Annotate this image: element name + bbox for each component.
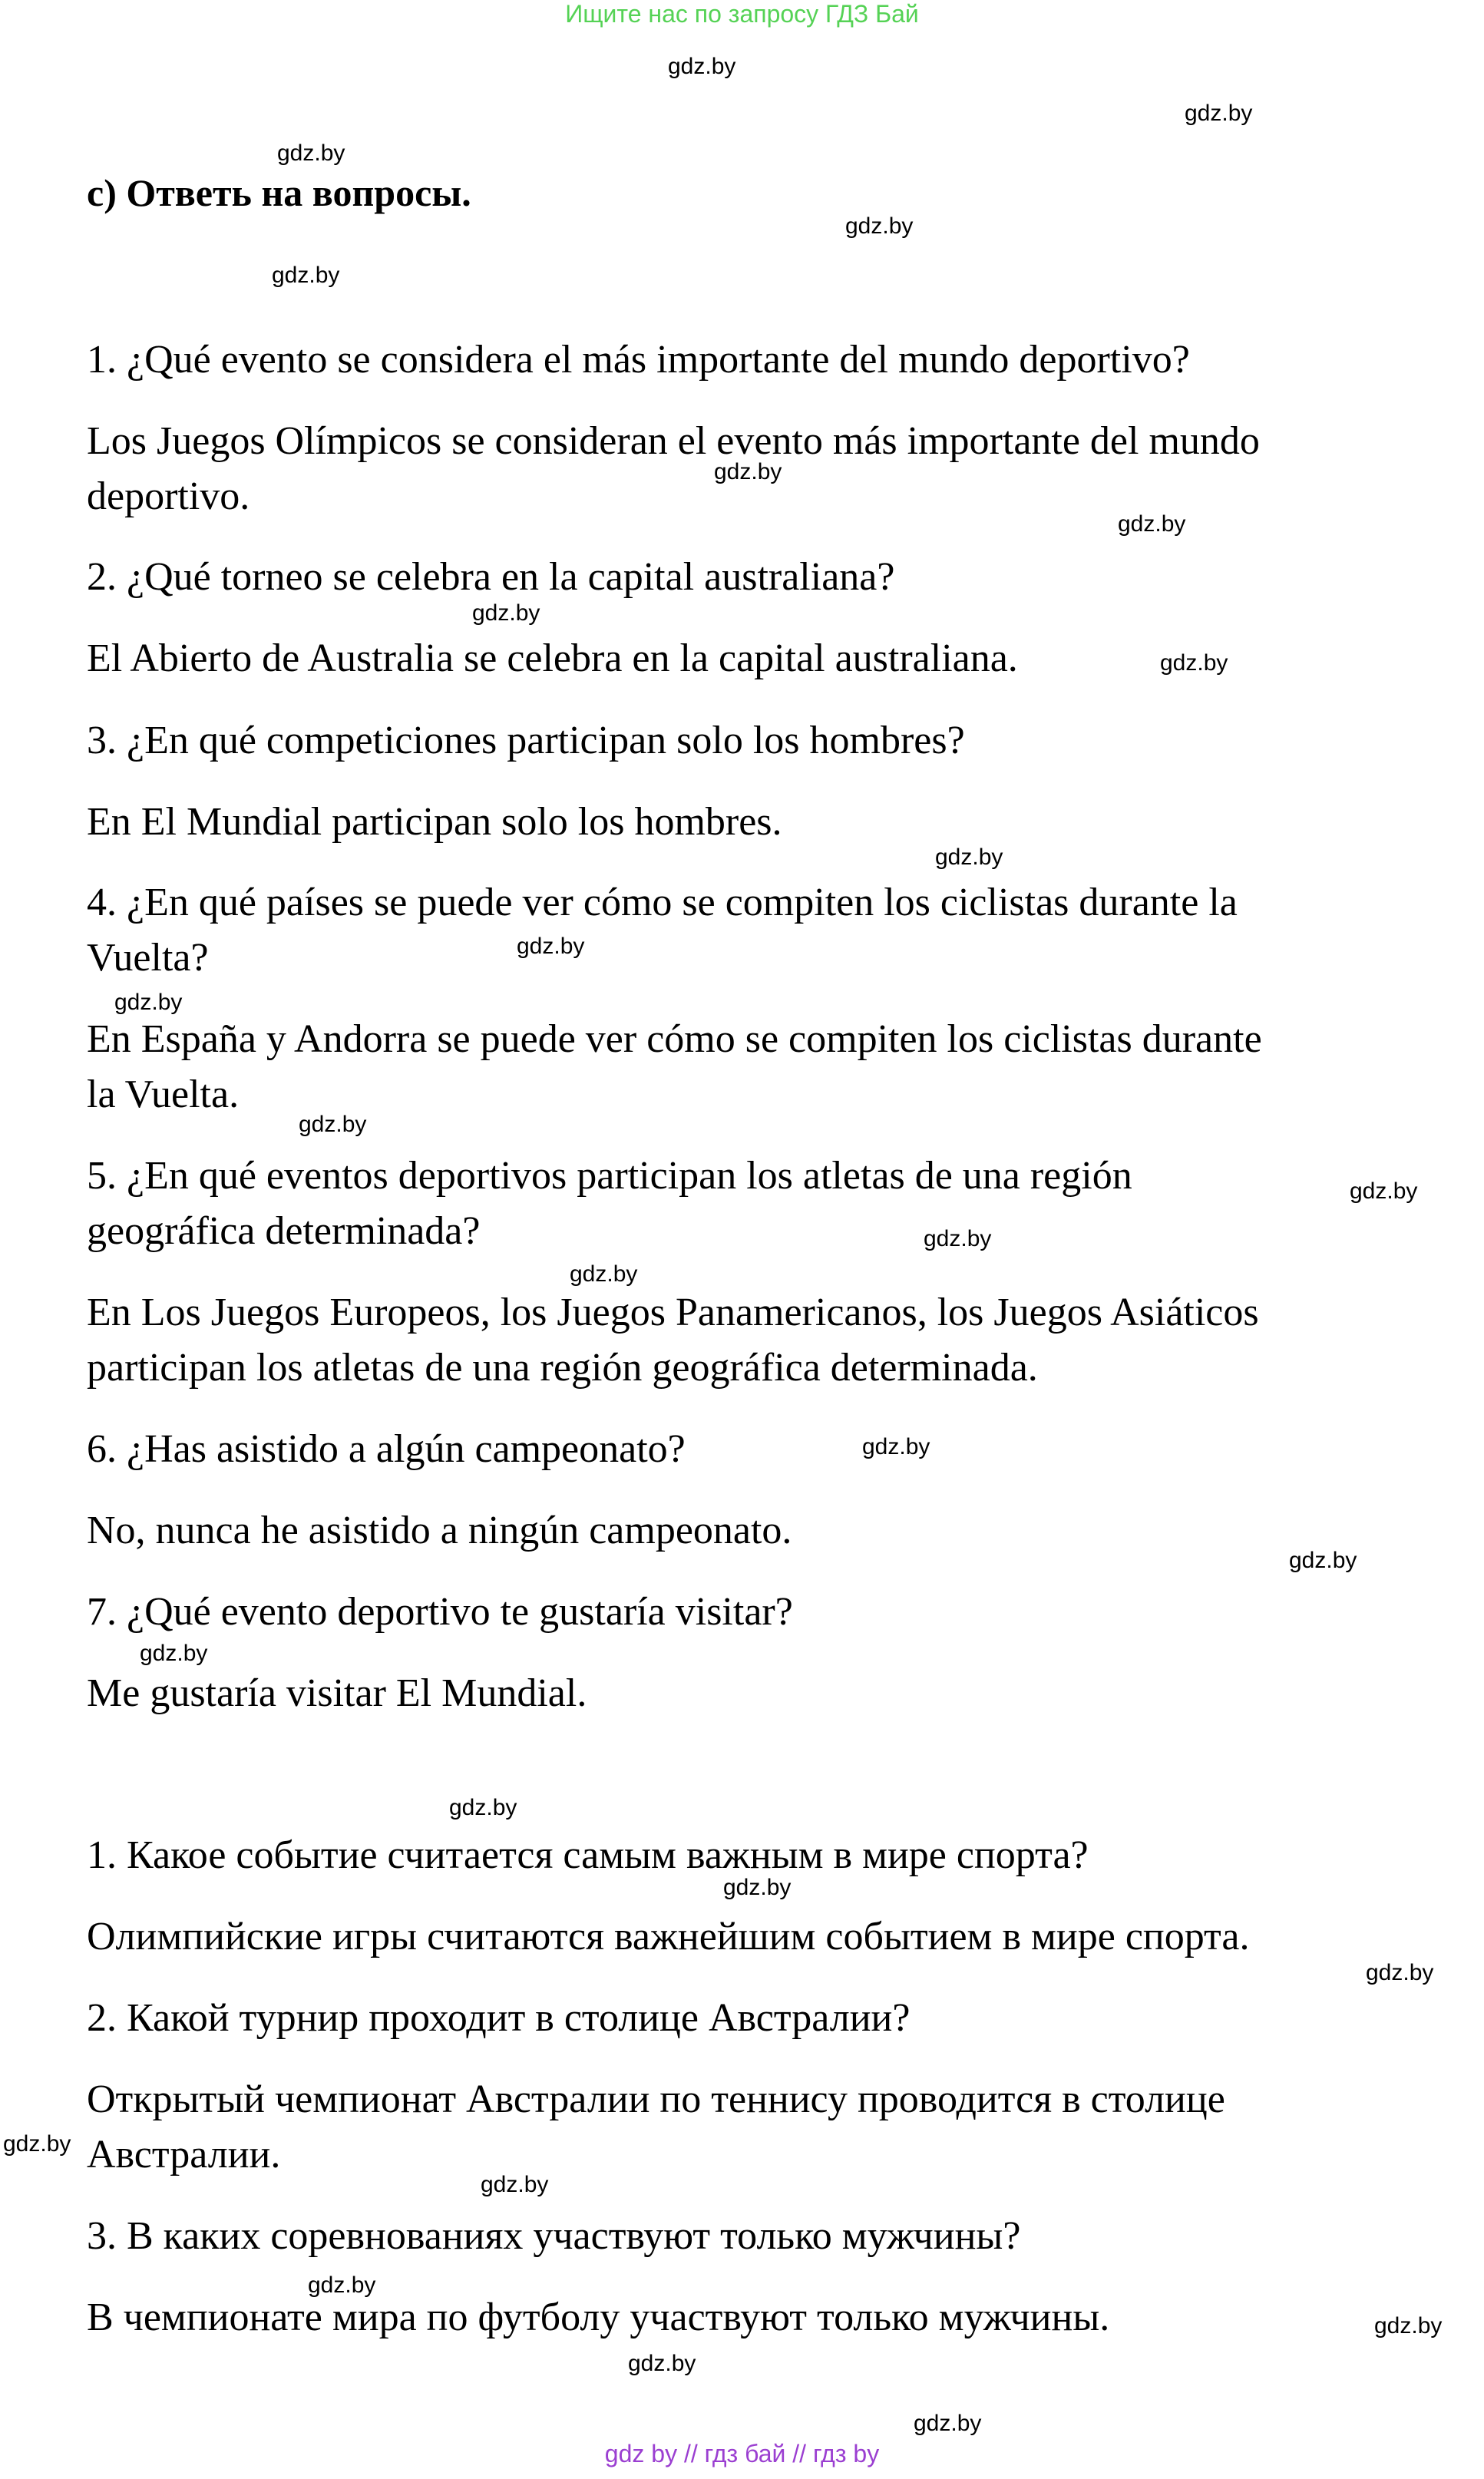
- answer-line: En España y Andorra se puede ver cómo se compiten los ciclistas durante: [87, 1017, 1262, 1061]
- watermark: gdz.by: [914, 2411, 982, 2436]
- watermark: gdz.by: [862, 1434, 930, 1459]
- watermark: gdz.by: [714, 459, 782, 484]
- watermark: gdz.by: [449, 1795, 517, 1820]
- translation-question-line: 3. В каких соревнованиях участвуют только мужчины?: [87, 2214, 1021, 2258]
- watermark: gdz.by: [845, 213, 914, 239]
- answer-line: En El Mundial participan solo los hombres.: [87, 800, 782, 844]
- watermark: gdz.by: [114, 990, 183, 1015]
- section-heading: c) Ответь на вопросы.: [87, 171, 471, 214]
- translation-question-line: 2. Какой турнир проходит в столице Австралии?: [87, 1996, 911, 2040]
- question-line: 1. ¿Qué evento se considera el más importante del mundo deportivo?: [87, 338, 1190, 382]
- watermark: gdz.by: [3, 2131, 71, 2157]
- watermark: gdz.by: [481, 2172, 549, 2197]
- watermark: gdz.by: [517, 934, 585, 959]
- site-header[interactable]: Ищите нас по запросу ГДЗ Бай: [565, 0, 919, 28]
- watermark: gdz.by: [1185, 101, 1253, 126]
- answer-line: Los Juegos Olímpicos se consideran el evento más importante del mundo: [87, 419, 1260, 463]
- answer-line: En Los Juegos Europeos, los Juegos Panamericanos, los Juegos Asiáticos: [87, 1291, 1259, 1334]
- translation-answer-line: Открытый чемпионат Австралии по теннису проводится в столице: [87, 2077, 1225, 2121]
- answer-line: deportivo.: [87, 474, 250, 518]
- answer-line: participan los atletas de una región geográfica determinada.: [87, 1346, 1038, 1390]
- question-line: 7. ¿Qué evento deportivo te gustaría visitar?: [87, 1590, 793, 1634]
- question-line: Vuelta?: [87, 936, 209, 980]
- answer-line: la Vuelta.: [87, 1073, 240, 1116]
- site-footer[interactable]: gdz by // гдз бай // гдз by: [604, 2440, 880, 2467]
- watermark: gdz.by: [272, 263, 340, 288]
- watermark: gdz.by: [668, 54, 736, 79]
- answer-line: Me gustaría visitar El Mundial.: [87, 1671, 587, 1715]
- answer-line: El Abierto de Australia se celebra en la capital australiana.: [87, 636, 1018, 680]
- answer-line: No, nunca he asistido a ningún campeonato.: [87, 1509, 792, 1552]
- watermark: gdz.by: [1160, 650, 1228, 676]
- question-line: 3. ¿En qué competiciones participan solo los hombres?: [87, 719, 965, 762]
- translation-question-line: 1. Какое событие считается самым важным в мире спорта?: [87, 1833, 1089, 1877]
- translation-answer-line: В чемпионате мира по футболу участвуют только мужчины.: [87, 2296, 1110, 2339]
- watermark: gdz.by: [1366, 1960, 1434, 1985]
- watermark: gdz.by: [308, 2272, 376, 2298]
- watermark: gdz.by: [299, 1112, 367, 1137]
- watermark: gdz.by: [472, 600, 540, 626]
- question-line: 6. ¿Has asistido a algún campeonato?: [87, 1427, 686, 1471]
- watermark: gdz.by: [723, 1875, 792, 1900]
- question-line: 5. ¿En qué eventos deportivos participan los atletas de una región: [87, 1154, 1132, 1198]
- question-line: 4. ¿En qué países se puede ver cómo se compiten los ciclistas durante la: [87, 881, 1238, 924]
- question-line: 2. ¿Qué torneo se celebra en la capital australiana?: [87, 555, 895, 599]
- watermark: gdz.by: [1289, 1548, 1357, 1573]
- question-line: geográfica determinada?: [87, 1209, 481, 1253]
- watermark: gdz.by: [140, 1641, 208, 1666]
- watermark: gdz.by: [628, 2351, 696, 2376]
- watermark: gdz.by: [1118, 511, 1186, 537]
- watermark: gdz.by: [1350, 1178, 1418, 1204]
- translation-answer-line: Австралии.: [87, 2133, 281, 2177]
- watermark: gdz.by: [277, 140, 345, 166]
- watermark: gdz.by: [924, 1226, 992, 1251]
- watermark: gdz.by: [935, 845, 1003, 870]
- watermark: gdz.by: [1374, 2313, 1443, 2339]
- translation-answer-line: Олимпийские игры считаются важнейшим событием в мире спорта.: [87, 1915, 1250, 1958]
- watermark: gdz.by: [570, 1261, 638, 1287]
